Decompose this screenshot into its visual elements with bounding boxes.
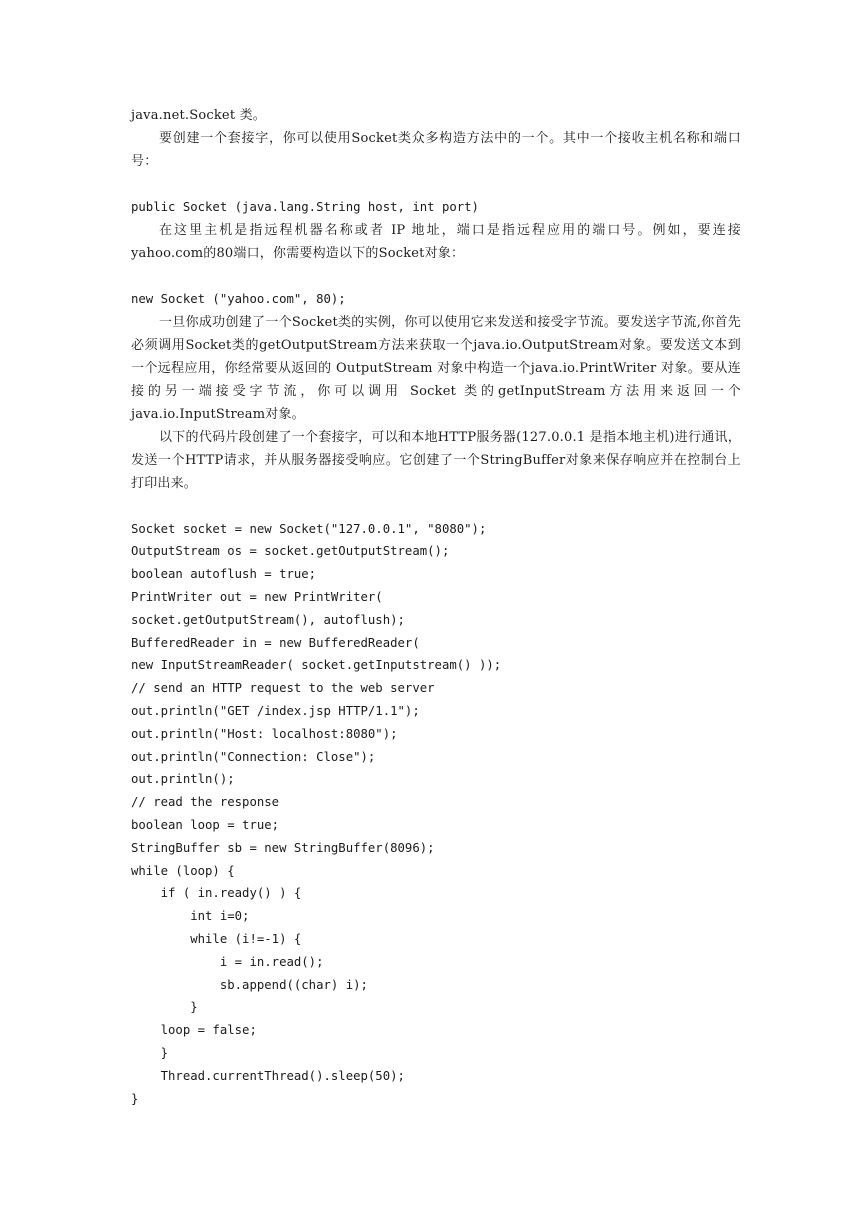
code-line: out.println(); <box>131 772 235 787</box>
code-comment: // send an HTTP request to the web server <box>131 681 435 696</box>
code-line: } <box>131 1091 139 1106</box>
spacer <box>131 265 741 288</box>
code-line: out.println("Connection: Close"); <box>131 749 376 764</box>
code-line: StringBuffer sb = new StringBuffer(8096); <box>131 840 435 855</box>
code-line: loop = false; <box>131 1023 257 1038</box>
code-line: } <box>131 1045 169 1060</box>
code-line: OutputStream os = socket.getOutputStream(); <box>131 544 450 559</box>
code-new-socket: new Socket ("yahoo.com", 80); <box>131 291 346 306</box>
code-line: boolean autoflush = true; <box>131 567 317 582</box>
code-line: while (i!=-1) { <box>131 931 302 946</box>
code-line: boolean loop = true; <box>131 817 280 832</box>
intro-line: java.net.Socket 类。 <box>131 108 266 123</box>
code-comment: // read the response <box>131 795 280 810</box>
code-line: Thread.currentThread().sleep(50); <box>131 1068 405 1083</box>
code-line: socket.getOutputStream(), autoflush); <box>131 612 405 627</box>
code-line: } <box>131 1000 198 1015</box>
code-line: sb.append((char) i); <box>131 977 368 992</box>
paragraph-streams: 一旦你成功创建了一个Socket类的实例，你可以使用它来发送和接受字节流。要发送字节流,你首先必须调用Socket类的getOutputStream方法来获取一个java.io.OutputStream对象。要发送文本到一个远程应用，你经常要从返回的 OutputStream 对象中构造一个java.io.PrintWriter 对象。要从连接的另一端接受字节流，你可以调用 Socket 类的getInputStream方法用来返回一个java.io.InputStream对象。 <box>131 314 741 422</box>
paragraph-code-intro: 以下的代码片段创建了一个套接字，可以和本地HTTP服务器(127.0.0.1 是指本地主机)进行通讯，发送一个HTTP请求，并从服务器接受响应。它创建了一个StringBuffer对象来保存响应并在控制台上打印出来。 <box>131 429 741 491</box>
code-line: new InputStreamReader( socket.getInputstream() )); <box>131 658 502 673</box>
code-block <box>131 518 741 1111</box>
code-line: int i=0; <box>131 909 250 924</box>
code-line: out.println("Host: localhost:8080"); <box>131 726 398 741</box>
code-line: Socket socket = new Socket("127.0.0.1", "8080"); <box>131 521 487 536</box>
code-line: i = in.read(); <box>131 954 324 969</box>
code-line: if ( in.ready() ) { <box>131 886 302 901</box>
paragraph-socket-constructors: 要创建一个套接字，你可以使用Socket类众多构造方法中的一个。其中一个接收主机名称和端口号： <box>131 131 741 169</box>
code-line: out.println("GET /index.jsp HTTP/1.1"); <box>131 703 420 718</box>
document-page <box>131 104 741 1110</box>
spacer <box>131 495 741 518</box>
code-line: BufferedReader in = new BufferedReader( <box>131 635 420 650</box>
paragraph-host-port: 在这里主机是指远程机器名称或者 IP 地址，端口是指远程应用的端口号。例如，要连接yahoo.com的80端口，你需要构造以下的Socket对象： <box>131 222 741 261</box>
code-line: PrintWriter out = new PrintWriter( <box>131 589 383 604</box>
code-line: while (loop) { <box>131 863 235 878</box>
code-constructor-signature: public Socket (java.lang.String host, int port) <box>131 200 479 214</box>
spacer <box>131 173 741 196</box>
